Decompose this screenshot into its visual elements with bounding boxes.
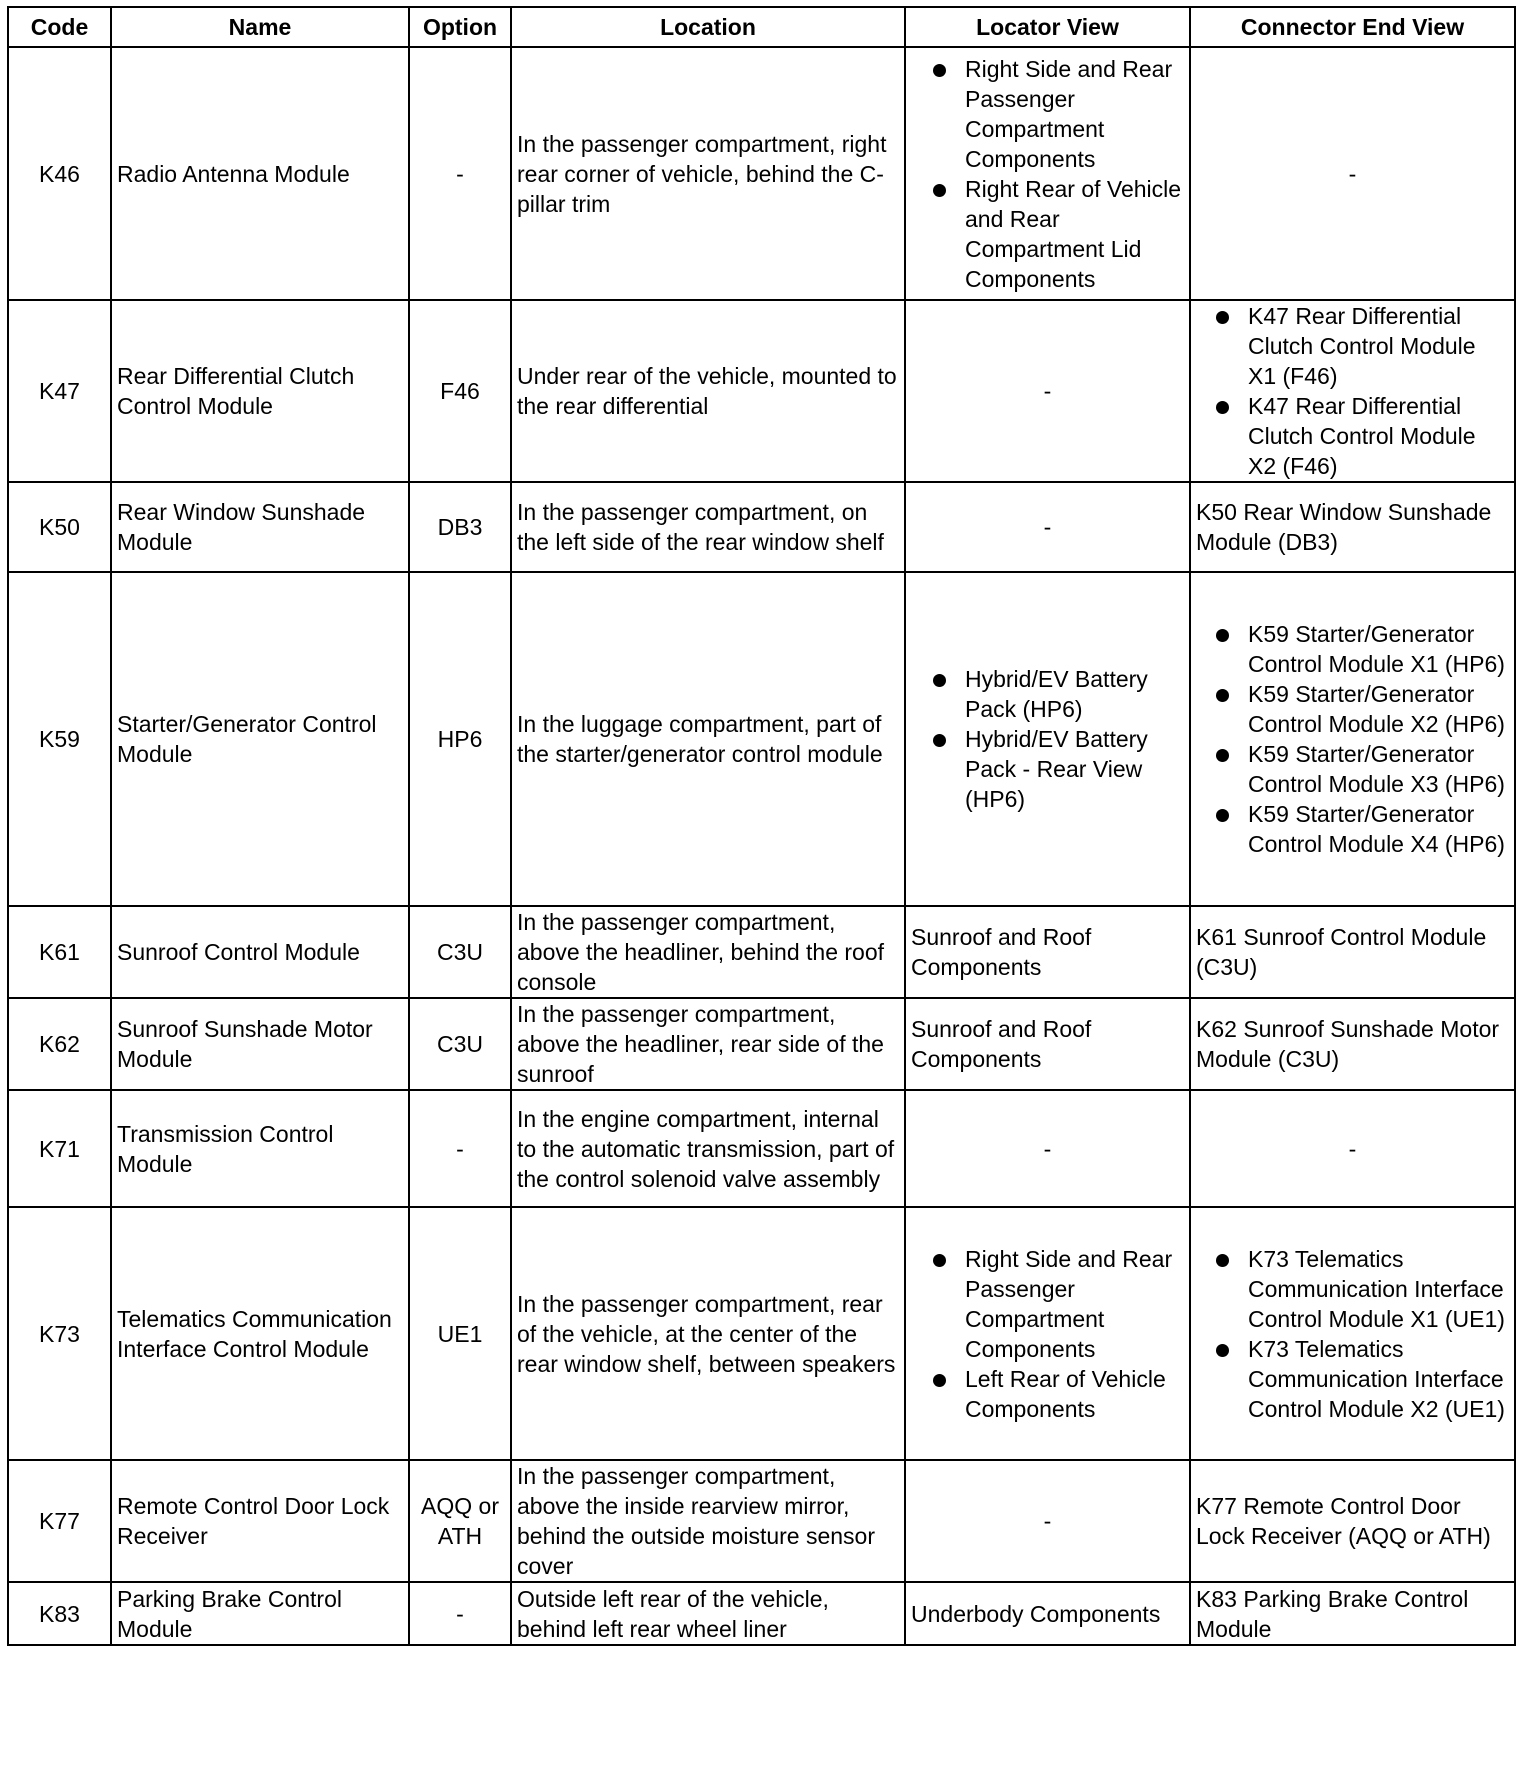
cell-connector-end-view: -: [1190, 47, 1515, 300]
cell-connector-end-view: K83 Parking Brake Control Module: [1190, 1582, 1515, 1645]
list-item: K73 Telematics Communication Interface Control Module X2 (UE1): [1196, 1334, 1509, 1424]
cell-locator-view: [905, 47, 1190, 300]
cell-name: Starter/Generator Control Module: [111, 572, 409, 906]
cell-locator-view: Sunroof and Roof Components: [905, 906, 1190, 998]
cell-code: K73: [8, 1207, 111, 1460]
cell-connector-end-view: K50 Rear Window Sunshade Module (DB3): [1190, 482, 1515, 572]
table-row: [8, 1582, 1515, 1645]
cell-locator-view: -: [905, 482, 1190, 572]
cell-connector-end-view: K62 Sunroof Sunshade Motor Module (C3U): [1190, 998, 1515, 1090]
component-locator-table: [7, 6, 1516, 1646]
list-item: K47 Rear Differential Clutch Control Module X2 (F46): [1196, 391, 1509, 481]
cell-code: K46: [8, 47, 111, 300]
cell-name: Parking Brake Control Module: [111, 1582, 409, 1645]
cell-name: Telematics Communication Interface Control Module: [111, 1207, 409, 1460]
table-row: [8, 1460, 1515, 1582]
table-row: [8, 1207, 1515, 1460]
cell-locator-view: Underbody Components: [905, 1582, 1190, 1645]
cell-option: F46: [409, 300, 511, 482]
cell-code: K59: [8, 572, 111, 906]
cell-option: -: [409, 1090, 511, 1207]
cell-code: K50: [8, 482, 111, 572]
cell-locator-view: -: [905, 1090, 1190, 1207]
header-name: Name: [111, 7, 409, 47]
cell-connector-end-view: [1190, 1207, 1515, 1460]
header-location: Location: [511, 7, 905, 47]
cell-name: Remote Control Door Lock Receiver: [111, 1460, 409, 1582]
cell-location: In the engine compartment, internal to the automatic transmission, part of the control solenoid valve assembly: [511, 1090, 905, 1207]
table-row: [8, 1090, 1515, 1207]
cell-code: K61: [8, 906, 111, 998]
cell-location: In the passenger compartment, on the left side of the rear window shelf: [511, 482, 905, 572]
cell-name: Radio Antenna Module: [111, 47, 409, 300]
cell-locator-view: -: [905, 300, 1190, 482]
cell-locator-view: [905, 1207, 1190, 1460]
cell-locator-view: -: [905, 1460, 1190, 1582]
component-locator-table-container: [7, 6, 1516, 1646]
cell-option: UE1: [409, 1207, 511, 1460]
locator-view-list: [911, 664, 1184, 814]
cell-code: K62: [8, 998, 111, 1090]
cell-option: -: [409, 1582, 511, 1645]
cell-connector-end-view: [1190, 300, 1515, 482]
cell-location: Under rear of the vehicle, mounted to the rear differential: [511, 300, 905, 482]
list-item: K47 Rear Differential Clutch Control Module X1 (F46): [1196, 301, 1509, 391]
cell-connector-end-view: [1190, 572, 1515, 906]
list-item: Right Side and Rear Passenger Compartment Components: [911, 1244, 1184, 1364]
header-code: Code: [8, 7, 111, 47]
cell-code: K47: [8, 300, 111, 482]
locator-view-list: [911, 1244, 1184, 1424]
list-item: Hybrid/EV Battery Pack - Rear View (HP6): [911, 724, 1184, 814]
header-connector-end-view: Connector End View: [1190, 7, 1515, 47]
cell-location: In the luggage compartment, part of the starter/generator control module: [511, 572, 905, 906]
table-row: [8, 572, 1515, 906]
cell-location: In the passenger compartment, rear of the vehicle, at the center of the rear window shelf, between speakers: [511, 1207, 905, 1460]
table-row: [8, 300, 1515, 482]
table-row: [8, 998, 1515, 1090]
table-row: [8, 47, 1515, 300]
connector-end-view-list: [1196, 1244, 1509, 1424]
list-item: Right Rear of Vehicle and Rear Compartment Lid Components: [911, 174, 1184, 294]
cell-option: C3U: [409, 906, 511, 998]
list-item: K73 Telematics Communication Interface Control Module X1 (UE1): [1196, 1244, 1509, 1334]
cell-name: Sunroof Sunshade Motor Module: [111, 998, 409, 1090]
list-item: Right Side and Rear Passenger Compartment Components: [911, 54, 1184, 174]
cell-locator-view: [905, 572, 1190, 906]
cell-locator-view: Sunroof and Roof Components: [905, 998, 1190, 1090]
cell-location: In the passenger compartment, above the headliner, rear side of the sunroof: [511, 998, 905, 1090]
cell-connector-end-view: K77 Remote Control Door Lock Receiver (AQQ or ATH): [1190, 1460, 1515, 1582]
connector-end-view-list: [1196, 619, 1509, 859]
locator-view-list: [911, 54, 1184, 294]
cell-option: AQQ or ATH: [409, 1460, 511, 1582]
cell-code: K71: [8, 1090, 111, 1207]
table-row: [8, 482, 1515, 572]
list-item: K59 Starter/Generator Control Module X1 (HP6): [1196, 619, 1509, 679]
cell-option: -: [409, 47, 511, 300]
cell-connector-end-view: -: [1190, 1090, 1515, 1207]
cell-code: K83: [8, 1582, 111, 1645]
cell-name: Rear Window Sunshade Module: [111, 482, 409, 572]
cell-connector-end-view: K61 Sunroof Control Module (C3U): [1190, 906, 1515, 998]
header-locator-view: Locator View: [905, 7, 1190, 47]
cell-location: In the passenger compartment, above the inside rearview mirror, behind the outside moisture sensor cover: [511, 1460, 905, 1582]
connector-end-view-list: [1196, 301, 1509, 481]
header-option: Option: [409, 7, 511, 47]
cell-location: In the passenger compartment, right rear corner of vehicle, behind the C-pillar trim: [511, 47, 905, 300]
table-row: [8, 906, 1515, 998]
cell-code: K77: [8, 1460, 111, 1582]
cell-location: Outside left rear of the vehicle, behind left rear wheel liner: [511, 1582, 905, 1645]
cell-name: Sunroof Control Module: [111, 906, 409, 998]
list-item: K59 Starter/Generator Control Module X4 (HP6): [1196, 799, 1509, 859]
cell-option: HP6: [409, 572, 511, 906]
cell-name: Rear Differential Clutch Control Module: [111, 300, 409, 482]
list-item: K59 Starter/Generator Control Module X3 (HP6): [1196, 739, 1509, 799]
list-item: Left Rear of Vehicle Components: [911, 1364, 1184, 1424]
header-row: [8, 7, 1515, 47]
cell-option: DB3: [409, 482, 511, 572]
cell-option: C3U: [409, 998, 511, 1090]
cell-name: Transmission Control Module: [111, 1090, 409, 1207]
list-item: Hybrid/EV Battery Pack (HP6): [911, 664, 1184, 724]
cell-location: In the passenger compartment, above the headliner, behind the roof console: [511, 906, 905, 998]
list-item: K59 Starter/Generator Control Module X2 (HP6): [1196, 679, 1509, 739]
